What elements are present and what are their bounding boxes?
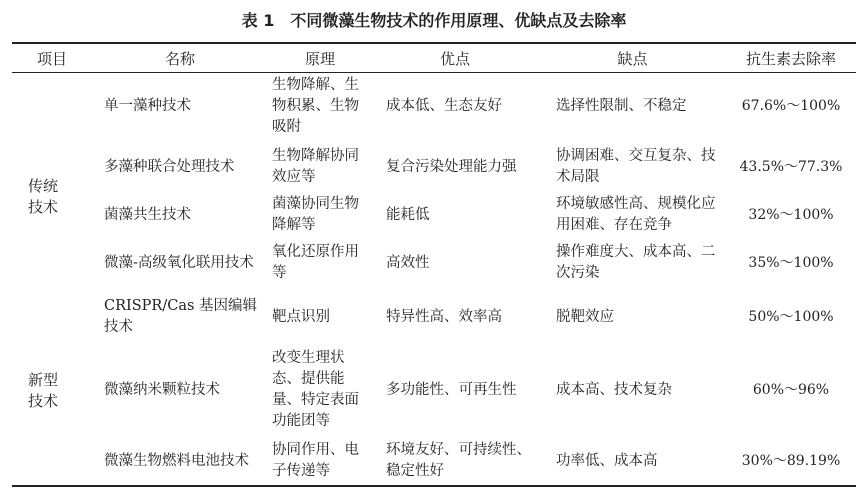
header-item: 项目 bbox=[36, 50, 67, 68]
cell-principle: 协同作用、电子传递等 bbox=[272, 442, 359, 479]
cell-principle: 生物降解、生物积累、生物吸附 bbox=[272, 76, 359, 135]
cell-name: 单一藻种技术 bbox=[104, 97, 191, 114]
cell-disadvantages: 操作难度大、成本高、二次污染 bbox=[556, 244, 716, 281]
table-title: 表 1 不同微藻生物技术的作用原理、优缺点及去除率 bbox=[241, 11, 627, 30]
header-rule bbox=[12, 72, 856, 73]
cell-advantages: 高效性 bbox=[386, 254, 430, 271]
cell-disadvantages: 协调困难、交互复杂、技术局限 bbox=[556, 148, 716, 185]
cell-disadvantages: 环境敏感性高、规模化应用困难、存在竞争 bbox=[556, 196, 716, 233]
cell-removal: 30%～89.19% bbox=[741, 452, 841, 469]
cell-advantages: 成本低、生态友好 bbox=[386, 97, 502, 114]
cell-disadvantages: 功率低、成本高 bbox=[556, 452, 658, 469]
cell-removal: 67.6%～100% bbox=[741, 97, 841, 114]
cell-name: 多藻种联合处理技术 bbox=[104, 158, 235, 175]
group-label-line: 新型 bbox=[28, 371, 59, 389]
cell-disadvantages: 成本高、技术复杂 bbox=[556, 381, 672, 398]
cell-name: 微藻纳米颗粒技术 bbox=[104, 381, 220, 398]
group-label-line: 传统 bbox=[28, 177, 59, 195]
cell-name: 菌藻共生技术 bbox=[104, 206, 191, 223]
cell-name: CRISPR/Cas 基因编辑技术 bbox=[104, 298, 258, 335]
group-label-traditional bbox=[28, 176, 58, 218]
cell-principle: 氧化还原作用等 bbox=[272, 244, 359, 281]
bottom-rule bbox=[12, 485, 856, 487]
header-principle: 原理 bbox=[304, 50, 335, 68]
cell-disadvantages: 选择性限制、不稳定 bbox=[556, 97, 687, 114]
cell-principle: 生物降解协同效应等 bbox=[272, 148, 359, 185]
group-label-new bbox=[28, 370, 58, 412]
header-removal: 抗生素去除率 bbox=[745, 50, 836, 68]
cell-removal: 60%～96% bbox=[752, 381, 830, 398]
cell-principle: 菌藻协同生物降解等 bbox=[272, 196, 359, 233]
cell-advantages: 环境友好、可持续性、稳定性好 bbox=[386, 442, 531, 479]
cell-name: 微藻-高级氧化联用技术 bbox=[104, 254, 254, 271]
cell-advantages: 多功能性、可再生性 bbox=[386, 381, 517, 398]
cell-principle: 改变生理状态、提供能量、特定表面功能团等 bbox=[272, 350, 359, 429]
cell-removal: 43.5%～77.3% bbox=[739, 158, 843, 175]
header-disadvantages: 缺点 bbox=[617, 50, 648, 68]
cell-disadvantages: 脱靶效应 bbox=[556, 308, 614, 325]
group-label-line: 技术 bbox=[28, 198, 59, 216]
cell-removal: 32%～100% bbox=[748, 206, 834, 223]
cell-advantages: 复合污染处理能力强 bbox=[386, 158, 517, 175]
cell-name: 微藻生物燃料电池技术 bbox=[104, 452, 249, 469]
header-name: 名称 bbox=[164, 50, 195, 68]
cell-advantages: 能耗低 bbox=[386, 206, 430, 223]
header-advantages: 优点 bbox=[439, 50, 470, 68]
cell-removal: 35%～100% bbox=[748, 254, 834, 271]
top-rule bbox=[12, 42, 856, 44]
cell-advantages: 特异性高、效率高 bbox=[386, 308, 502, 325]
cell-removal: 50%～100% bbox=[748, 308, 834, 325]
cell-principle: 靶点识别 bbox=[272, 308, 330, 325]
group-label-line: 技术 bbox=[28, 392, 59, 410]
